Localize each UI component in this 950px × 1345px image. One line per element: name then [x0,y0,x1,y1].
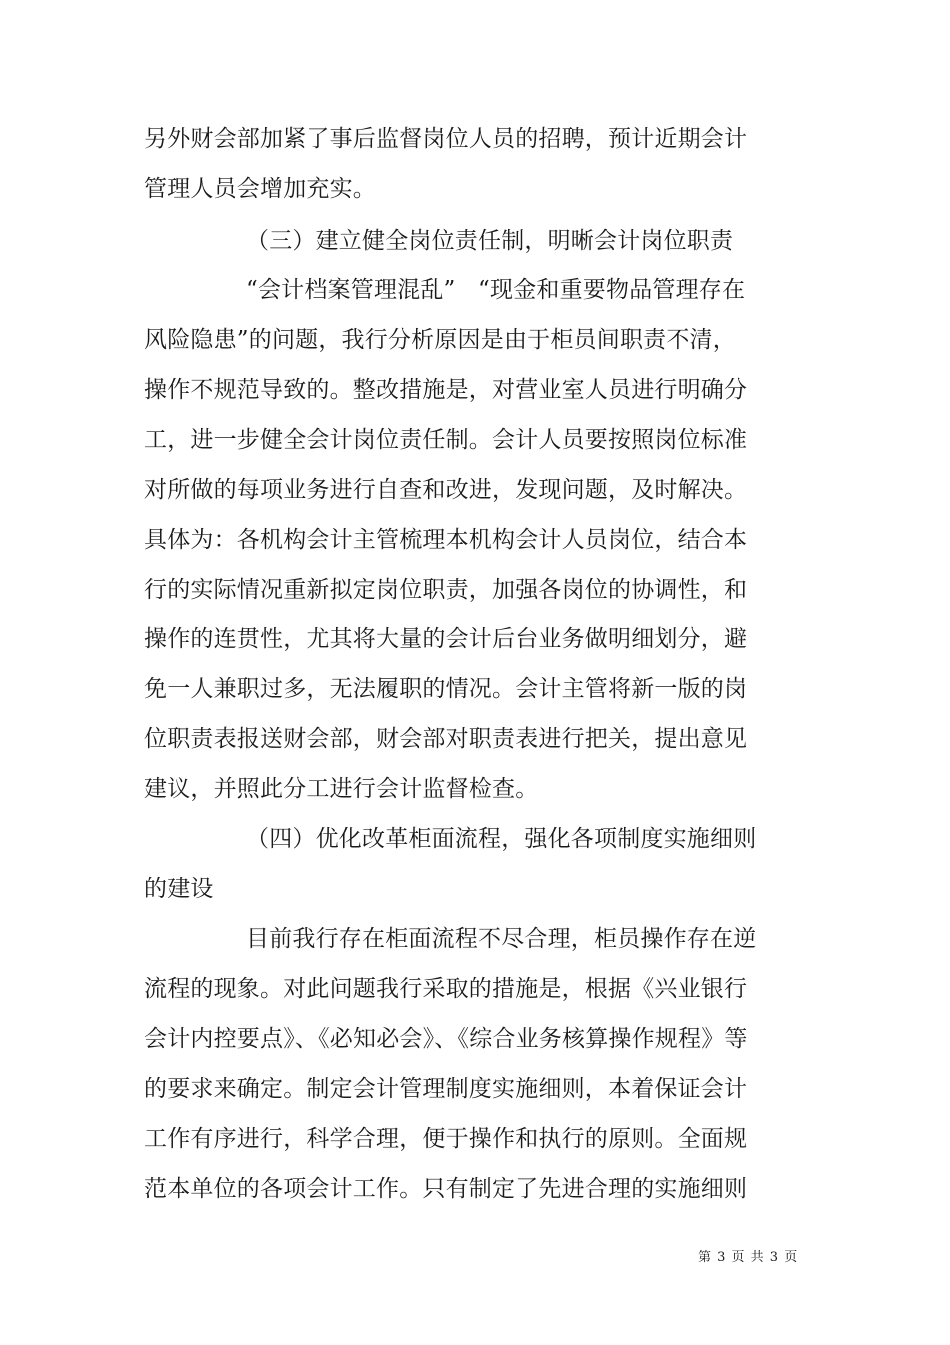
body-text-line: 对所做的每项业务进行自查和改进，发现问题，及时解决。 [144,477,748,503]
body-text-line: 操作不规范导致的。整改措施是，对营业室人员进行明确分 [144,377,748,403]
body-text-line: 行的实际情况重新拟定岗位职责，加强各岗位的协调性，和 [144,577,748,603]
section-heading: （三）建立健全岗位责任制，明晰会计岗位职责 [246,228,734,254]
body-text-line: 操作的连贯性，尤其将大量的会计后台业务做明细划分，避 [144,626,748,652]
page-number-footer: 第 3 页 共 3 页 [698,1250,799,1265]
body-text-line: 免一人兼职过多，无法履职的情况。会计主管将新一版的岗 [144,676,748,702]
body-text-line: 建议，并照此分工进行会计监督检查。 [144,776,539,802]
body-text-line: 范本单位的各项会计工作。只有制定了先进合理的实施细则 [144,1176,748,1202]
body-text-line: 的要求来确定。制定会计管理制度实施细则，本着保证会计 [144,1076,748,1102]
body-text-line: 工，进一步健全会计岗位责任制。会计人员要按照岗位标准 [144,427,748,453]
body-text-line: 流程的现象。对此问题我行采取的措施是，根据《兴业银行 [144,976,748,1002]
body-text-line: 位职责表报送财会部，财会部对职责表进行把关，提出意见 [144,726,748,752]
body-text-line: 管理人员会增加充实。 [144,176,376,202]
body-text-line: 会计内控要点》、《必知必会》、《综合业务核算操作规程》等 [144,1026,748,1052]
body-text-line: 目前我行存在柜面流程不尽合理，柜员操作存在逆 [246,926,757,952]
section-heading: 的建设 [144,876,214,902]
body-text-line: 另外财会部加紧了事后监督岗位人员的招聘，预计近期会计 [144,126,748,152]
body-text-line: 工作有序进行，科学合理，便于操作和执行的原则。全面规 [144,1126,748,1152]
body-text-line: “会计档案管理混乱” “现金和重要物品管理存在 [246,277,746,303]
body-text-line: 具体为：各机构会计主管梳理本机构会计人员岗位，结合本 [144,527,748,553]
body-text-line: 风险隐患”的问题，我行分析原因是由于柜员间职责不清， [144,327,736,353]
section-heading: （四）优化改革柜面流程，强化各项制度实施细则 [246,826,757,852]
